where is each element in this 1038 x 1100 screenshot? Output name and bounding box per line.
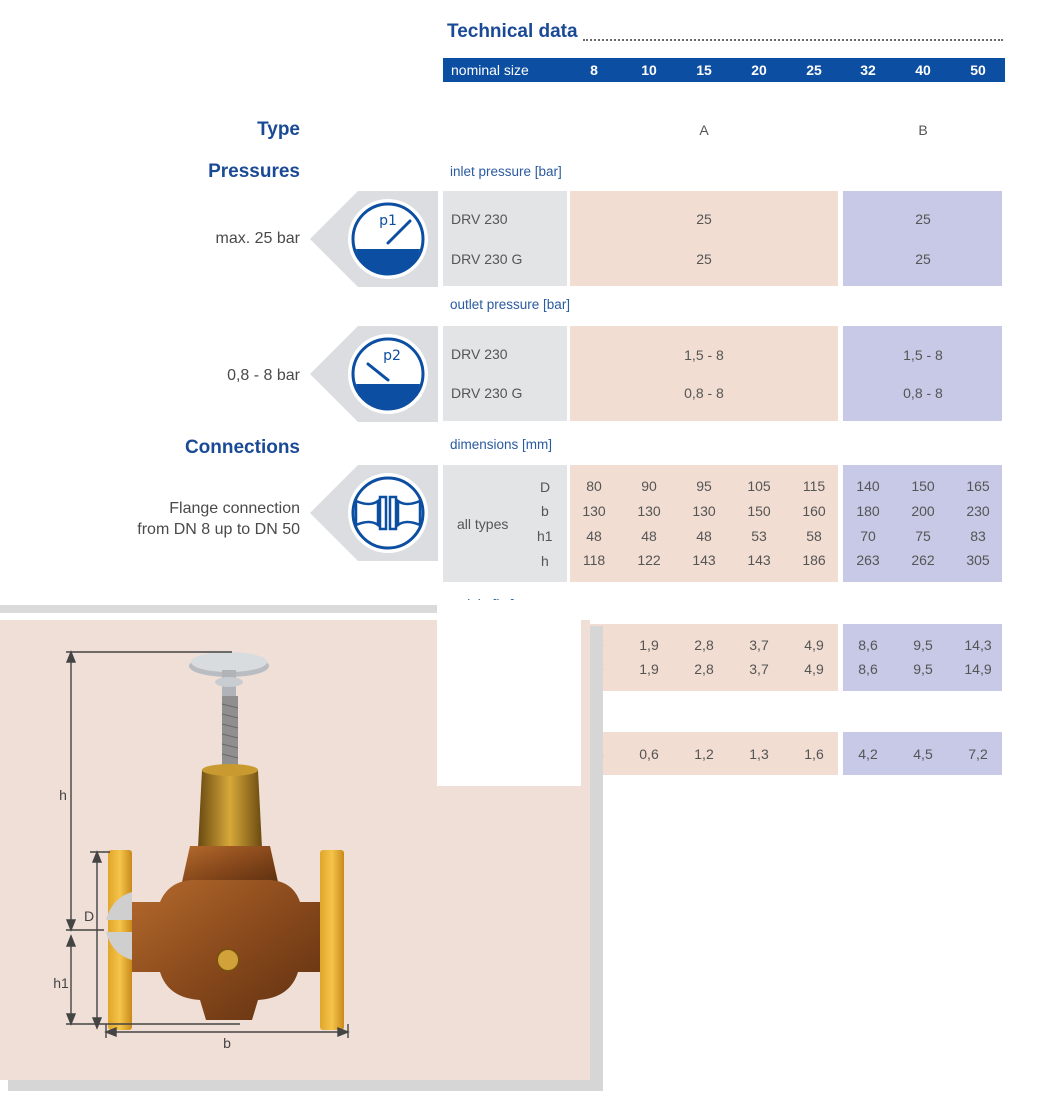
kvs-cell: 1,6: [804, 746, 824, 762]
inlet-pressure-label: inlet pressure [bar]: [450, 164, 562, 179]
weight-cell: 9,5: [913, 637, 933, 653]
body-plug: [217, 949, 239, 971]
weight-cell: 14,9: [964, 661, 992, 677]
nominal-size-label: nominal size: [451, 62, 529, 78]
dimension-cell: 75: [915, 528, 931, 544]
dimension-cell: 118: [582, 552, 606, 568]
nominal-size-50: 50: [970, 62, 986, 78]
weight-cell: 2,8: [694, 661, 714, 677]
dimension-cell: 130: [582, 503, 606, 519]
dimension-cell: 122: [637, 552, 661, 568]
dimension-cell: 130: [692, 503, 716, 519]
dim-D-label: D: [83, 908, 95, 924]
flange-connection-icon-badge: [310, 465, 438, 561]
dimension-cell: 186: [802, 552, 826, 568]
nominal-size-20: 20: [751, 62, 767, 78]
weight-cell: 3,7: [749, 661, 769, 677]
dimension-cell: 53: [751, 528, 767, 544]
type-heading: Type: [257, 119, 300, 140]
dimension-cell: 95: [696, 478, 712, 494]
inlet-rows-group-a: [570, 191, 838, 286]
dimensions-label: dimensions [mm]: [450, 437, 553, 452]
outlet-drv230-a: 1,5 - 8: [684, 347, 724, 363]
weight-cell: 1,9: [639, 661, 659, 677]
weight-cell: 3,7: [749, 637, 769, 653]
inlet-row-name: DRV 230 G: [451, 251, 523, 267]
dimensions-rows-names: [443, 465, 567, 582]
dimension-cell: 180: [856, 503, 880, 519]
outlet-drv230-b: 1,5 - 8: [903, 347, 943, 363]
weight-cell: 2,8: [694, 637, 714, 653]
dim-h1-label: h1: [53, 975, 69, 991]
dimension-cell: 200: [911, 503, 935, 519]
inlet-rows-names: [443, 191, 567, 286]
nominal-size-8: 8: [590, 62, 598, 78]
outlet-rows-group-b: [843, 326, 1002, 421]
type-a: A: [699, 122, 709, 138]
weight-cell: 9,5: [913, 661, 933, 677]
outlet-pressure-desc: 0,8 - 8 bar: [227, 367, 300, 384]
outlet-row-name: DRV 230: [451, 346, 508, 362]
dim-h-label: h: [59, 787, 67, 803]
dimension-cell: 48: [641, 528, 657, 544]
dimension-cell: 150: [911, 478, 935, 494]
inlet-drv230-a: 25: [696, 211, 712, 227]
weight-cell: 1,9: [639, 637, 659, 653]
weight-cell: 8,6: [858, 637, 878, 653]
dimension-cell: 130: [637, 503, 661, 519]
right-flange: [320, 850, 344, 1030]
dimension-cell: 305: [966, 552, 990, 568]
inlet-drv230g-a: 25: [696, 251, 712, 267]
dimension-cell: 262: [911, 552, 935, 568]
p2-icon: p2: [383, 348, 401, 364]
kvs-cell: 4,5: [913, 746, 933, 762]
handwheel: [189, 652, 269, 698]
inlet-row-name: DRV 230: [451, 211, 508, 227]
page-title: Technical data: [447, 21, 578, 42]
connections-desc-line2: from DN 8 up to DN 50: [137, 521, 300, 538]
dimension-cell: 263: [856, 552, 880, 568]
dim-key-h1: h1: [537, 528, 553, 544]
inlet-rows-group-b: [843, 191, 1002, 286]
connections-desc: [60, 498, 300, 540]
dimension-cell: 48: [586, 528, 602, 544]
weight-cell: 4,9: [804, 661, 824, 677]
nominal-size-10: 10: [641, 62, 657, 78]
inlet-pressure-desc: max. 25 bar: [215, 230, 300, 247]
dimension-cell: 70: [860, 528, 876, 544]
p1-icon: p1: [379, 213, 397, 229]
dim-b-label: b: [223, 1035, 231, 1051]
dim-key-D: D: [540, 479, 551, 495]
dimension-cell: 143: [747, 552, 771, 568]
dim-key-h: h: [541, 553, 549, 569]
inlet-drv230g-b: 25: [915, 251, 931, 267]
dimension-cell: 160: [802, 503, 826, 519]
inlet-pressure-icon-badge: [310, 191, 438, 287]
dimension-cell: 105: [747, 478, 771, 494]
nominal-size-40: 40: [915, 62, 931, 78]
weight-cell: 4,9: [804, 637, 824, 653]
dimension-cell: 80: [586, 478, 602, 494]
dimension-cell: 140: [856, 478, 880, 494]
connections-heading: Connections: [184, 437, 300, 458]
dimension-cell: 150: [747, 503, 771, 519]
dimension-cell: 48: [696, 528, 712, 544]
pressures-heading: Pressures: [208, 161, 300, 182]
kvs-cell: 0,6: [639, 746, 659, 762]
drawing-top-rule: [0, 605, 437, 613]
dimension-cell: 115: [802, 478, 826, 494]
outlet-drv230g-b: 0,8 - 8: [903, 385, 943, 401]
weight-cell: 14,3: [964, 637, 992, 653]
type-b: B: [918, 122, 928, 138]
outlet-drv230g-a: 0,8 - 8: [684, 385, 724, 401]
nominal-size-32: 32: [860, 62, 876, 78]
dimension-cell: 83: [970, 528, 986, 544]
dim-key-b: b: [541, 503, 549, 519]
kvs-cell: 4,2: [858, 746, 878, 762]
dimension-cell: 90: [641, 478, 657, 494]
outlet-pressure-icon-badge: [310, 326, 438, 422]
inlet-drv230-b: 25: [915, 211, 931, 227]
weight-group-a: [570, 624, 838, 691]
dimension-cell: 143: [692, 552, 716, 568]
valve-drawing: [0, 620, 580, 1080]
outlet-row-name: DRV 230 G: [451, 385, 523, 401]
connections-desc-line1: Flange connection: [169, 500, 300, 517]
outlet-rows-names: [443, 326, 567, 421]
dimension-cell: 58: [806, 528, 822, 544]
nominal-size-15: 15: [696, 62, 712, 78]
kvs-cell: 7,2: [968, 746, 988, 762]
weight-cell: 8,6: [858, 661, 878, 677]
nominal-size-25: 25: [806, 62, 822, 78]
outlet-rows-group-a: [570, 326, 838, 421]
bonnet: [198, 770, 262, 848]
kvs-cell: 1,2: [694, 746, 714, 762]
weight-group-b: [843, 624, 1002, 691]
title-dotted-rule: [583, 39, 1003, 41]
nominal-size-bar: [443, 58, 1005, 82]
kvs-cell: 1,3: [749, 746, 769, 762]
dimension-cell: 165: [966, 478, 990, 494]
outlet-pressure-label: outlet pressure [bar]: [450, 297, 571, 312]
dimensions-group-label: all types: [457, 516, 509, 532]
dimension-cell: 230: [966, 503, 990, 519]
